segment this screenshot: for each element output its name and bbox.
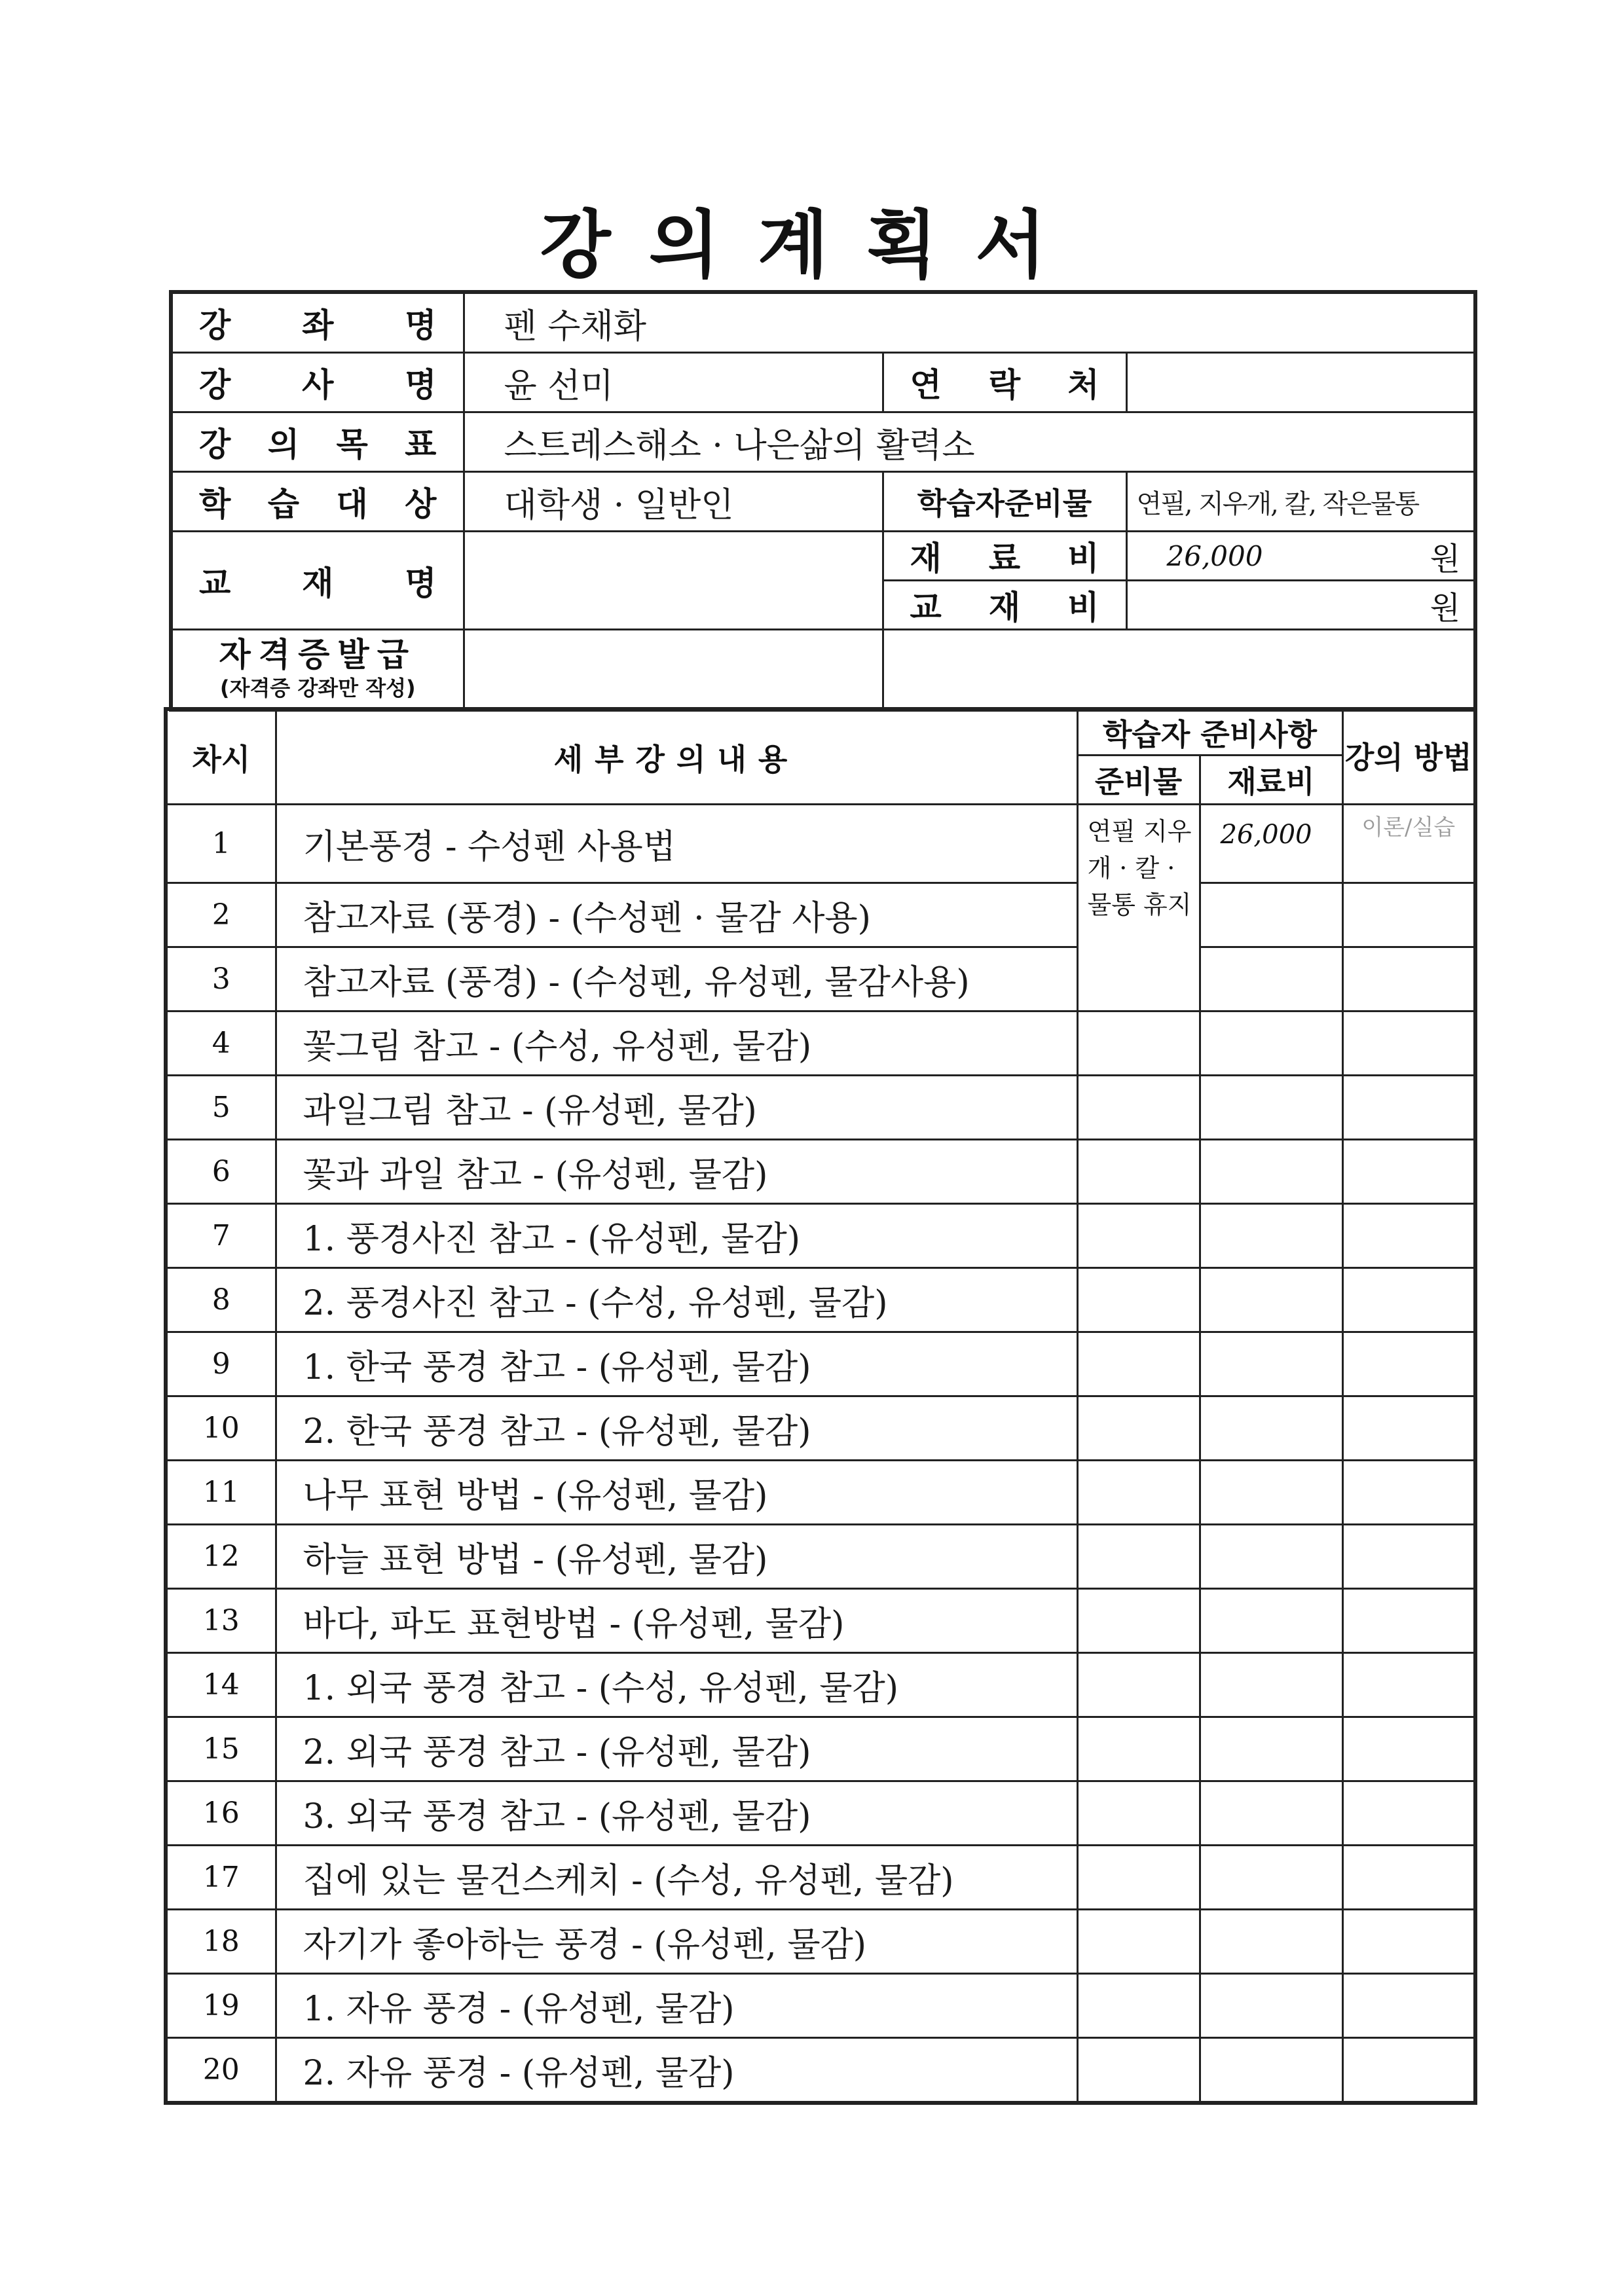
table-row (166, 805, 1475, 883)
instructor-label (171, 353, 464, 412)
method-cell (1342, 1846, 1475, 1910)
fee-cell (1200, 1204, 1342, 1268)
supplies-cell (1077, 1717, 1200, 1781)
table-row (166, 1653, 1475, 1717)
target-audience-value: 대학생 · 일반인 (464, 472, 883, 532)
method-cell (1342, 1717, 1475, 1781)
method-cell (1342, 1589, 1475, 1653)
fee-cell (1200, 947, 1342, 1011)
certificate-label-cell (171, 630, 464, 710)
session-number: 6 (166, 1140, 276, 1204)
lesson-content: 2. 풍경사진 참고 - (수성, 유성펜, 물감) (276, 1268, 1077, 1332)
method-cell (1342, 1076, 1475, 1140)
material-fee-amount: 26,000 (1166, 539, 1263, 572)
method-cell (1342, 947, 1475, 1011)
supplies-cell: 연필 지우개 · 칼 · 물통 휴지 (1077, 805, 1200, 1011)
table-row (166, 1589, 1475, 1653)
learner-supplies-value: 연필, 지우개, 칼, 작은물통 (1126, 472, 1475, 532)
table-row (166, 1846, 1475, 1910)
lesson-content: 1. 풍경사진 참고 - (유성펜, 물감) (276, 1204, 1077, 1268)
fee-cell (1200, 2038, 1342, 2104)
content-header: 세부강의내용 (276, 709, 1077, 805)
table-row (166, 1910, 1475, 1974)
session-number: 5 (166, 1076, 276, 1140)
method-cell (1342, 1910, 1475, 1974)
document-title: 강의계획서 (540, 203, 1084, 288)
supplies-cell (1077, 1204, 1200, 1268)
lesson-content: 하늘 표현 방법 - (유성펜, 물감) (276, 1525, 1077, 1589)
fee-cell (1200, 1140, 1342, 1204)
supplies-cell (1077, 1332, 1200, 1396)
textbook-name-value (464, 532, 883, 630)
session-number: 14 (166, 1653, 276, 1717)
lesson-content: 과일그림 참고 - (유성펜, 물감) (276, 1076, 1077, 1140)
session-number: 3 (166, 947, 276, 1011)
lesson-content: 나무 표현 방법 - (유성펜, 물감) (276, 1461, 1077, 1525)
session-number: 7 (166, 1204, 276, 1268)
lesson-content: 꽃그림 참고 - (수성, 유성펜, 물감) (276, 1011, 1077, 1076)
lbl-matfee-text: 재 료 비 (910, 539, 1099, 577)
session-number: 19 (166, 1974, 276, 2038)
supplies-cell (1077, 1653, 1200, 1717)
table-row (166, 1717, 1475, 1781)
supplies-cell (1077, 1589, 1200, 1653)
lbl-course-text: 강 좌 명 (199, 306, 437, 344)
method-cell (1342, 1332, 1475, 1396)
fee-cell (1200, 1011, 1342, 1076)
lesson-content: 2. 외국 풍경 참고 - (유성펜, 물감) (276, 1717, 1077, 1781)
fee-cell (1200, 883, 1342, 947)
fee-cell: 26,000 (1200, 805, 1342, 883)
session-number: 8 (166, 1268, 276, 1332)
lesson-content: 기본풍경 - 수성펜 사용법 (276, 805, 1077, 883)
fee-cell (1200, 1846, 1342, 1910)
table-row (166, 1268, 1475, 1332)
session-number: 20 (166, 2038, 276, 2104)
session-number: 1 (166, 805, 276, 883)
course-goal-label (171, 412, 464, 472)
certificate-note: (자격증 강좌만 작성) (219, 676, 416, 701)
material-fee-cell (1126, 532, 1475, 581)
certificate-label: 자격증발급 (219, 636, 416, 674)
table-row (166, 947, 1475, 1011)
method-cell (1342, 1974, 1475, 2038)
instructor-value: 윤 선미 (464, 353, 883, 412)
method-cell (1342, 1204, 1475, 1268)
lbl-instructor-text: 강 사 명 (199, 366, 437, 404)
lesson-content: 참고자료 (풍경) - (수성펜, 유성펜, 물감사용) (276, 947, 1077, 1011)
method-cell (1342, 1653, 1475, 1717)
table-row (166, 1332, 1475, 1396)
lesson-content: 자기가 좋아하는 풍경 - (유성펜, 물감) (276, 1910, 1077, 1974)
textbook-fee-cell (1126, 581, 1475, 630)
contact-value (1126, 353, 1475, 412)
fee-cell (1200, 1910, 1342, 1974)
supplies-cell (1077, 1910, 1200, 1974)
table-row (166, 1396, 1475, 1461)
session-number: 15 (166, 1717, 276, 1781)
fee-cell (1200, 1589, 1342, 1653)
material-fee-label (883, 532, 1126, 581)
method-cell (1342, 1781, 1475, 1846)
method-cell (1342, 1011, 1475, 1076)
session-number: 18 (166, 1910, 276, 1974)
fee-cell (1200, 1461, 1342, 1525)
target-audience-label (171, 472, 464, 532)
lesson-detail-table (164, 707, 1477, 2105)
fee-cell (1200, 1781, 1342, 1846)
supplies-cell (1077, 1268, 1200, 1332)
fee-cell (1200, 1525, 1342, 1589)
method-cell (1342, 2038, 1475, 2104)
method-cell (1342, 883, 1475, 947)
material-fee-currency: 원 (1430, 540, 1461, 577)
session-number: 10 (166, 1396, 276, 1461)
session-number: 12 (166, 1525, 276, 1589)
supplies-header: 준비물 (1077, 756, 1200, 805)
fee-cell (1200, 1268, 1342, 1332)
session-number: 9 (166, 1332, 276, 1396)
method-cell (1342, 1525, 1475, 1589)
certificate-value-left (464, 630, 883, 710)
table-row (166, 883, 1475, 947)
lesson-content: 꽃과 과일 참고 - (유성펜, 물감) (276, 1140, 1077, 1204)
method-cell (1342, 1140, 1475, 1204)
supplies-cell (1077, 1396, 1200, 1461)
table-row (166, 1204, 1475, 1268)
lesson-content: 참고자료 (풍경) - (수성펜 · 물감 사용) (276, 883, 1077, 947)
textbook-fee-label (883, 581, 1126, 630)
session-number: 13 (166, 1589, 276, 1653)
lesson-content: 바다, 파도 표현방법 - (유성펜, 물감) (276, 1589, 1077, 1653)
supplies-cell (1077, 2038, 1200, 2104)
table-row (166, 1076, 1475, 1140)
method-cell: 이론/실습 (1342, 805, 1475, 883)
session-number: 17 (166, 1846, 276, 1910)
lesson-content: 1. 자유 풍경 - (유성펜, 물감) (276, 1974, 1077, 2038)
method-header: 강의 방법 (1342, 709, 1475, 805)
table-row (166, 1525, 1475, 1589)
supplies-cell (1077, 1525, 1200, 1589)
supplies-cell (1077, 1076, 1200, 1140)
fee-cell (1200, 1396, 1342, 1461)
contact-label (883, 353, 1126, 412)
table-row (166, 2038, 1475, 2104)
supplies-cell (1077, 1846, 1200, 1910)
supplies-cell (1077, 1974, 1200, 2038)
lbl-goal-text: 강 의 목 표 (199, 426, 437, 464)
fee-cell (1200, 1717, 1342, 1781)
fee-header: 재료비 (1200, 756, 1342, 805)
textbook-fee-currency: 원 (1430, 589, 1461, 627)
textbook-name-label (171, 532, 464, 630)
method-cell (1342, 1396, 1475, 1461)
certificate-value-right (883, 630, 1475, 710)
course-info-table (169, 290, 1477, 712)
lbl-target-text: 학 습 대 상 (199, 485, 437, 523)
supplies-cell (1077, 1011, 1200, 1076)
lbl-contact-text: 연 락 처 (910, 366, 1099, 404)
lesson-content: 집에 있는 물건스케치 - (수성, 유성펜, 물감) (276, 1846, 1077, 1910)
session-number: 16 (166, 1781, 276, 1846)
supplies-cell (1077, 1461, 1200, 1525)
supplies-cell (1077, 1140, 1200, 1204)
table-row (166, 1011, 1475, 1076)
table-row (166, 1974, 1475, 2038)
table-row (166, 1461, 1475, 1525)
lesson-content: 3. 외국 풍경 참고 - (유성펜, 물감) (276, 1781, 1077, 1846)
fee-cell (1200, 1653, 1342, 1717)
course-name-value: 펜 수채화 (464, 292, 1475, 353)
course-goal-value: 스트레스해소 · 나은삶의 활력소 (464, 412, 1475, 472)
fee-cell (1200, 1974, 1342, 2038)
session-number: 2 (166, 883, 276, 947)
session-header: 차시 (166, 709, 276, 805)
learner-supplies-label: 학습자준비물 (883, 472, 1126, 532)
method-cell (1342, 1268, 1475, 1332)
table-row (166, 1781, 1475, 1846)
lesson-content: 1. 한국 풍경 참고 - (유성펜, 물감) (276, 1332, 1077, 1396)
session-number: 11 (166, 1461, 276, 1525)
lesson-content: 2. 자유 풍경 - (유성펜, 물감) (276, 2038, 1077, 2104)
lesson-content: 2. 한국 풍경 참고 - (유성펜, 물감) (276, 1396, 1077, 1461)
lbl-textbook-text: 교 재 명 (199, 564, 437, 602)
lesson-content: 1. 외국 풍경 참고 - (수성, 유성펜, 물감) (276, 1653, 1077, 1717)
table-row (166, 1140, 1475, 1204)
course-name-label (171, 292, 464, 353)
method-cell (1342, 1461, 1475, 1525)
prep-group-header: 학습자 준비사항 (1077, 709, 1342, 756)
lbl-bookfee-text: 교 재 비 (910, 589, 1099, 627)
session-number: 4 (166, 1011, 276, 1076)
fee-cell (1200, 1076, 1342, 1140)
supplies-cell (1077, 1781, 1200, 1846)
fee-cell (1200, 1332, 1342, 1396)
